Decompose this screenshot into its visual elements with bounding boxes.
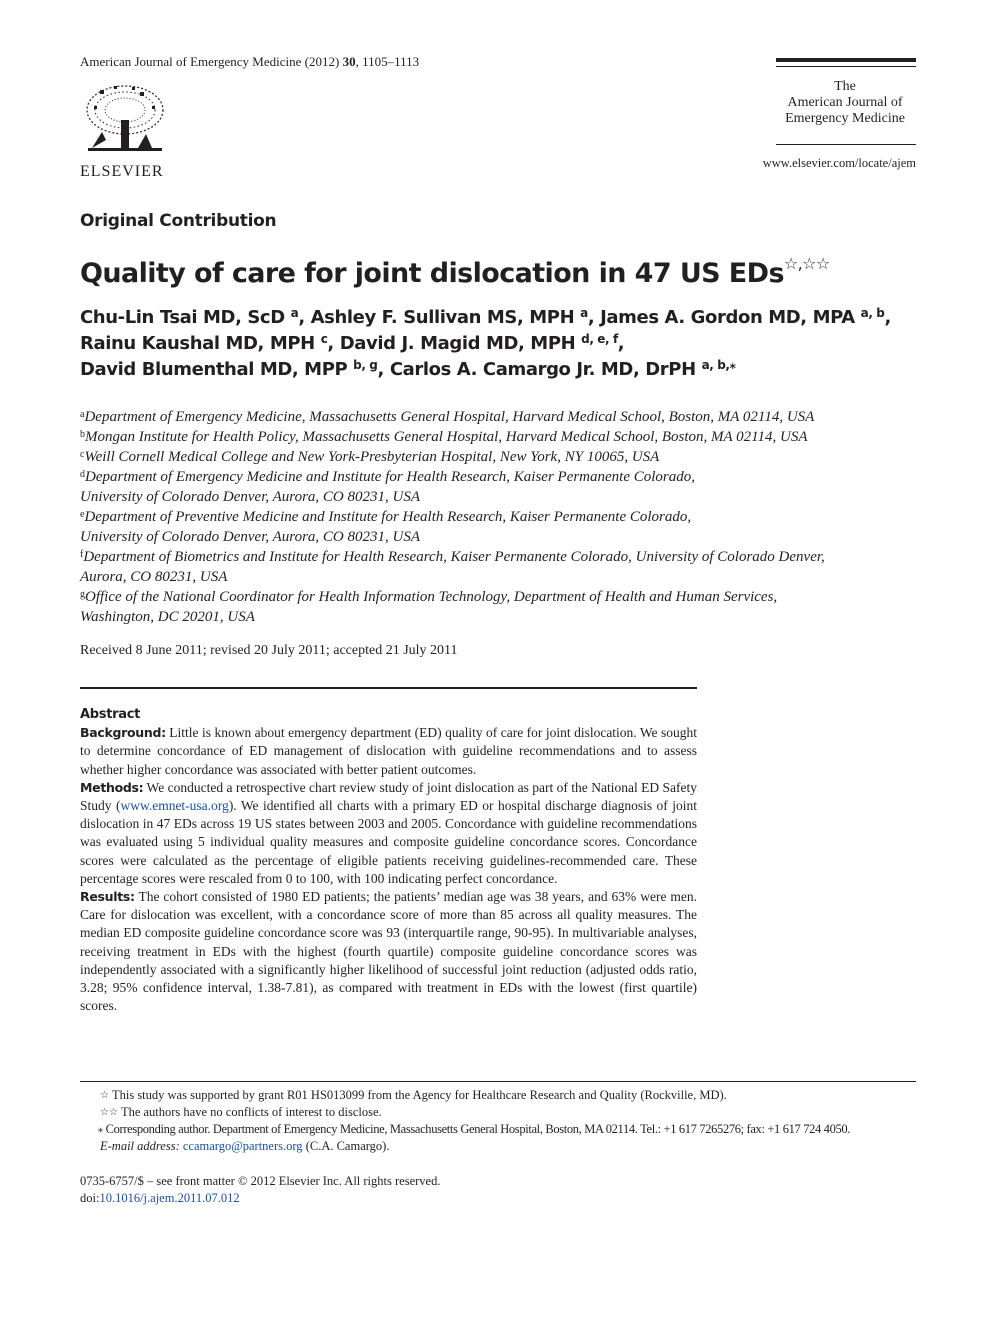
author-list: Chu-Lin Tsai MD, ScD $^a$, Ashley F. Sullivan MS, MPH $^a$, James A. Gordon MD, MPA $^{a, b}$, Rainu Kaushal MD, MPH $^c$, David J. Magid MD, MPH $^{d, e, f}$, David Blumenthal MD, MPP $^{b, g}$, Carlos A. Camargo Jr. MD, DrPH $^{a, b,⁎}$ xyxy=(80,306,891,380)
author: Carlos A. Camargo Jr. MD, DrPH xyxy=(389,359,696,380)
issn-copyright: 0735-6757/$ – see front matter © 2012 Elsevier Inc. All rights reserved. xyxy=(80,1174,441,1188)
affiliation-g: $^g$Office of the National Coordinator for Health Information Technology, Department of Health and Human Services, Washington, DC 20201, USA xyxy=(80,589,778,625)
footnote-corresponding: ⁎ Corresponding author. Department of Emergency Medicine, Massachusetts General Hospital, Boston, MA 02114. Tel.: +1 617 7265276; fax: +1 617 724 4050. xyxy=(98,1122,851,1136)
journal-name: The American Journal of Emergency Medicine xyxy=(785,79,905,126)
affiliation-c: $^c$Weill Cornell Medical College and New York-Presbyterian Hospital, New York, NY 10065, USA xyxy=(80,449,660,465)
header-rule-thick xyxy=(776,58,916,62)
affiliation-f: $^f$Department of Biometrics and Institute for Health Research, Kaiser Permanente Colorado, University of Colorado Denver, Aurora, CO 80231, USA xyxy=(80,549,825,585)
author: Chu-Lin Tsai MD, ScD xyxy=(80,307,285,328)
affiliation-b: $^b$Mongan Institute for Health Policy, Massachusetts General Hospital, Harvard Medical School, Boston, MA 02114, USA xyxy=(80,429,808,445)
author-affil-link[interactable]: a xyxy=(290,306,299,320)
author: David Blumenthal MD, MPP xyxy=(80,359,348,380)
article-dates: Received 8 June 2011; revised 20 July 2011; accepted 21 July 2011 xyxy=(80,643,458,658)
emnet-link[interactable]: www.emnet-usa.org xyxy=(120,798,229,814)
title-footnote-marks[interactable]: ☆,☆☆ xyxy=(783,254,830,273)
footnotes xyxy=(80,1087,916,1155)
abstract xyxy=(80,706,697,1015)
copyright-block xyxy=(80,1173,440,1207)
doi-line: doi:10.1016/j.ajem.2011.07.012 xyxy=(80,1191,240,1205)
author: James A. Gordon MD, MPA xyxy=(600,307,855,328)
affiliation-a: $^a$Department of Emergency Medicine, Massachusetts General Hospital, Harvard Medical School, Boston, MA 02114, USA xyxy=(80,409,815,425)
journal-citation: American Journal of Emergency Medicine (2012) 30, 1105–1113 xyxy=(80,54,420,69)
article-title: Quality of care for joint dislocation in 47 US EDs☆,☆☆ xyxy=(80,254,830,289)
author-affil-link[interactable]: b, g xyxy=(353,358,378,372)
footnote-conflicts: ☆☆ The authors have no conflicts of interest to disclose. xyxy=(100,1105,382,1119)
affiliation-d: $^d$Department of Emergency Medicine and Institute for Health Research, Kaiser Permanente Colorado, University of Colorado Denver, Aurora, CO 80231, USA xyxy=(80,469,696,505)
journal-url-link[interactable]: www.elsevier.com/locate/ajem xyxy=(762,156,916,170)
author: David J. Magid MD, MPH xyxy=(339,333,576,354)
header-rule-thin xyxy=(776,66,916,67)
abstract-background: Background: Little is known about emergency department (ED) quality of care for joint dislocation. We sought to determine concordance of ED management of dislocation with guideline recommendations and to assess whether higher concordance was associated with better patient outcomes. xyxy=(80,725,697,777)
affiliation-list xyxy=(80,407,930,627)
author-affil-link[interactable]: a xyxy=(580,306,588,320)
section-label: Original Contribution xyxy=(80,211,277,231)
footnote-email: E-mail address: ccamargo@partners.org (C.A. Camargo). xyxy=(100,1139,390,1153)
author-affil-link[interactable]: a, b,⁎ xyxy=(701,358,736,372)
affiliation-e: $^e$Department of Preventive Medicine and Institute for Health Research, Kaiser Permanente Colorado, University of Colorado Denver, Aurora, CO 80231, USA xyxy=(80,509,692,545)
author-affil-link[interactable]: c xyxy=(320,332,328,346)
author: Ashley F. Sullivan MS, MPH xyxy=(310,307,575,328)
author: Rainu Kaushal MD, MPH xyxy=(80,333,315,354)
abstract-heading: Abstract xyxy=(80,707,141,722)
email-link[interactable]: ccamargo@partners.org xyxy=(182,1139,303,1153)
footnote-rule xyxy=(80,1081,916,1082)
header-rule-bottom xyxy=(776,144,916,145)
footnote-funding: ☆ This study was supported by grant R01 HS013099 from the Agency for Healthcare Research and Quality (Rockville, MD). xyxy=(100,1088,727,1102)
abstract-methods: Methods: We conducted a retrospective chart review study of joint dislocation as part of the National ED Safety Study (www.emnet-usa.org). We identified all charts with a primary ED or hospital discharge diagnosis of joint dislocation in 47 EDs across 19 US states between 2003 and 2005. Concordance with guideline recommendations was evaluated using 5 individual quality measures and composite guideline concordance scores. Concordance scores were calculated as the percentage of eligible patients receiving guidelines-recommended care. These percentage scores were rescaled from 0 to 100, with 100 indicating perfect concordance. xyxy=(80,779,697,886)
doi-link[interactable]: 10.1016/j.ajem.2011.07.012 xyxy=(99,1191,240,1205)
author-affil-link[interactable]: d, e, f xyxy=(581,332,618,346)
publisher-name: ELSEVIER xyxy=(80,163,164,180)
abstract-results: Results: The cohort consisted of 1980 ED patients; the patients’ median age was 38 years, and 63% were men. Care for dislocation was excellent, with a concordance score of more than 85 across all quality measures. The median ED composite guideline concordance score was 93 (interquartile range, 90-95). In multivariable analyses, receiving treatment in EDs with the highest (fourth quartile) composite guideline concordance scores was independently associated with a significantly higher likelihood of successful joint reduction (adjusted odds ratio, 3.28; 95% confidence interval, 1.38-7.81), as compared with treatment in EDs with the lowest (first quartile) scores. xyxy=(80,889,697,1014)
author-affil-link[interactable]: a, b xyxy=(860,306,885,320)
abstract-rule xyxy=(80,687,697,689)
